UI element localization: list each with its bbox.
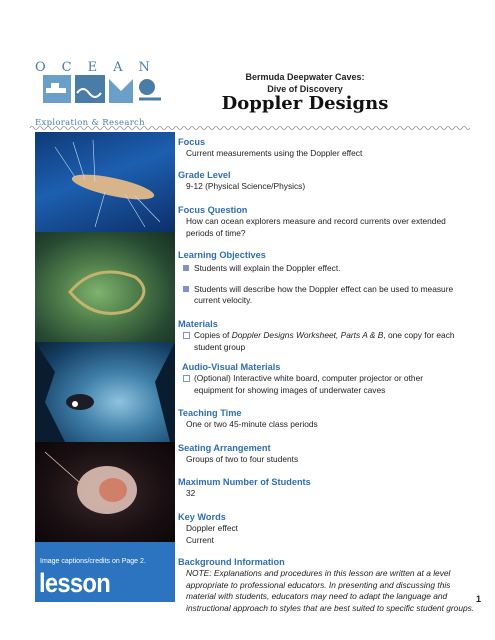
logo-subtitle: Exploration & Research: [35, 118, 145, 128]
focus-section: [178, 136, 470, 160]
page-number: 1: [476, 594, 482, 604]
objective-item: [178, 263, 470, 275]
seating-section: [178, 442, 470, 466]
question-line-1: How can ocean explorers measure and record currents over extended: [186, 216, 446, 226]
av-heading: Audio-Visual Materials: [182, 362, 281, 372]
materials-item: [178, 330, 470, 353]
logo-word: OCEAN: [35, 60, 166, 75]
image-column: [35, 132, 175, 629]
max-section: [178, 476, 470, 500]
materials-line-2: student group: [194, 341, 246, 352]
series-title: [230, 71, 380, 95]
keyword-1: Doppler effect: [186, 523, 238, 533]
lesson-plan-label: lesson plan: [39, 568, 111, 629]
focus-text: Current measurements using the Doppler effect: [186, 148, 363, 158]
objective-text-cont: current velocity.: [194, 295, 253, 305]
grade-text: 9-12 (Physical Science/Physics): [186, 181, 306, 191]
bullet-icon: [183, 286, 189, 292]
copepod-icon: [35, 442, 175, 542]
grade-heading: Grade Level: [178, 170, 231, 180]
wavy-divider: [30, 124, 470, 132]
checkbox-icon: [183, 375, 190, 382]
seating-heading: Seating Arrangement: [178, 443, 271, 453]
materials-heading: Materials: [178, 319, 218, 329]
materials-prefix: Copies of: [194, 330, 232, 340]
keywords-section: [178, 511, 470, 546]
question-section: [178, 204, 470, 239]
question-line-2: periods of time?: [186, 227, 246, 238]
background-line-4: instructional approach to styles that are best suited to specific student groups.: [186, 602, 475, 613]
av-section: [182, 361, 474, 396]
series-line-2: Dive of Discovery: [267, 84, 343, 94]
image-credits: Image captions/credits on Page 2.: [40, 558, 146, 565]
keyword-2: Current: [186, 534, 214, 545]
background-line-2: appropriate to professional educators. In presenting and discussing this: [186, 579, 451, 590]
checkbox-icon: [183, 332, 190, 339]
objectives-heading: Learning Objectives: [178, 250, 266, 260]
plankton-photo: [35, 132, 175, 232]
bullet-icon: [183, 265, 189, 271]
objective-item: [178, 284, 470, 307]
av-line-2: equipment for showing images of underwater caves: [194, 384, 386, 395]
objective-text: Students will describe how the Doppler effect can be used to measure: [194, 283, 454, 294]
diver-icon: [35, 342, 175, 442]
background-section: [178, 556, 475, 614]
background-heading: Background Information: [178, 557, 285, 567]
time-text: One or two 45-minute class periods: [186, 419, 318, 429]
page-title: Doppler Designs: [221, 93, 389, 114]
time-section: [178, 407, 470, 431]
av-line-1: (Optional) Interactive white board, computer projector or other: [194, 373, 424, 383]
cave-diver-photo: [35, 342, 175, 442]
materials-section: [178, 318, 470, 353]
series-line-1: Bermuda Deepwater Caves:: [245, 72, 365, 82]
objective-text: Students will explain the Doppler effect.: [194, 263, 341, 273]
organism-icon: [35, 232, 175, 342]
shrimp-larva-icon: [35, 132, 175, 232]
grade-section: [178, 169, 470, 193]
background-line-1: NOTE: Explanations and procedures in this lesson are written at a level: [186, 568, 451, 578]
microscope-photo: [35, 232, 175, 342]
worksheet-title: Doppler Designs Worksheet, Parts A & B: [231, 330, 384, 340]
time-heading: Teaching Time: [178, 408, 242, 418]
keywords-heading: Key Words: [178, 512, 226, 522]
background-line-3: material with students, educators may need to adapt the language and: [186, 591, 448, 601]
logo-graphic-icon: [43, 75, 165, 117]
materials-suffix: , one copy for each: [383, 330, 455, 340]
av-item: [178, 373, 474, 396]
question-heading: Focus Question: [178, 205, 248, 215]
copepod-photo: [35, 442, 175, 542]
max-text: 32: [186, 488, 196, 498]
max-heading: Maximum Number of Students: [178, 477, 311, 487]
seating-text: Groups of two to four students: [186, 454, 299, 464]
objectives-section: [178, 249, 470, 307]
focus-heading: Focus: [178, 137, 206, 147]
